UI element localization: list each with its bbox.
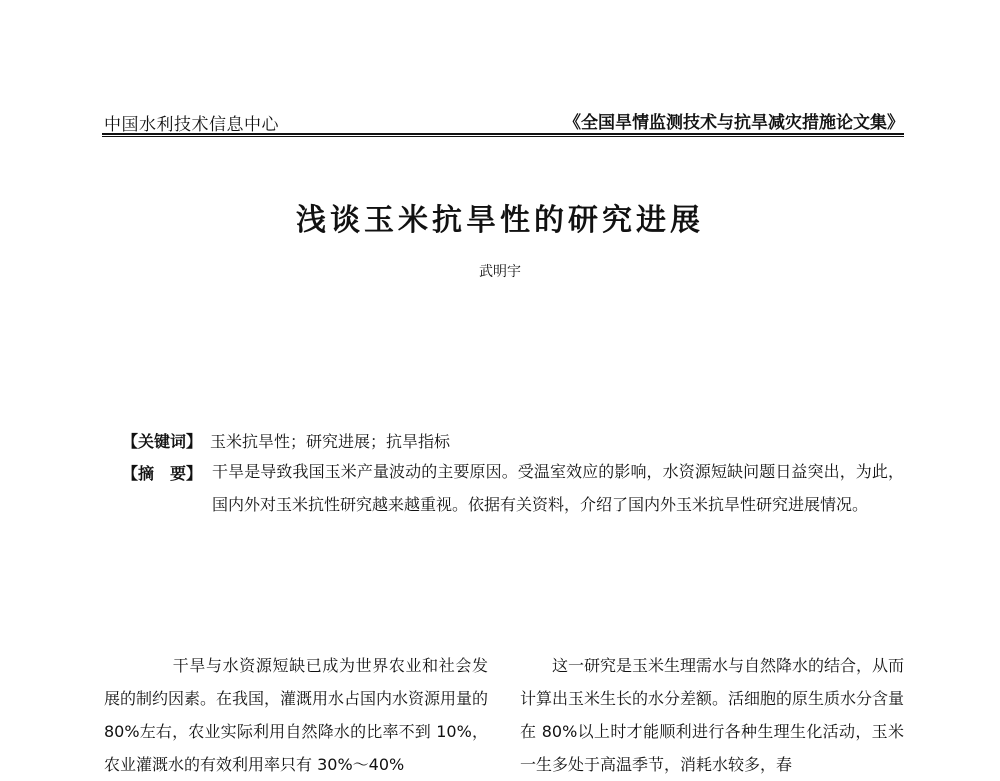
header-rule: [102, 133, 904, 137]
body-column-left: 干旱与水资源短缺已成为世界农业和社会发展的制约因素。在我国，灌溉用水占国内水资源用量的 80%左右，农业实际利用自然降水的比率不到 10%，农业灌溉水的有效利用率只有 30%～40%: [104, 656, 489, 774]
body-column-right: 这一研究是玉米生理需水与自然降水的结合，从而计算出玉米生长的水分差额。活细胞的原生质水分含量在 80%以上时才能顺利进行各种生理生化活动，玉米一生多处于高温季节，消耗水较多，春: [520, 656, 905, 774]
abstract-label: 【摘 要】: [122, 464, 203, 483]
running-header-org: 中国水利技术信息中心: [104, 115, 279, 135]
abstract-text: 干旱是导致我国玉米产量波动的主要原因。受温室效应的影响，水资源短缺问题日益突出，为此，国内外对玉米抗性研究越来越重视。依据有关资料，介绍了国内外玉米抗旱性研究进展情况。: [212, 462, 904, 514]
keywords-label: 【关键词】: [122, 432, 203, 451]
keywords-row: [122, 429, 450, 452]
keywords-text: 玉米抗旱性；研究进展；抗旱指标: [210, 432, 451, 451]
article-author: 武明宇: [479, 264, 521, 280]
running-header-collection: 《全国旱情监测技术与抗旱减灾措施论文集》: [564, 113, 904, 133]
article-title: 浅谈玉米抗旱性的研究进展: [296, 203, 704, 238]
